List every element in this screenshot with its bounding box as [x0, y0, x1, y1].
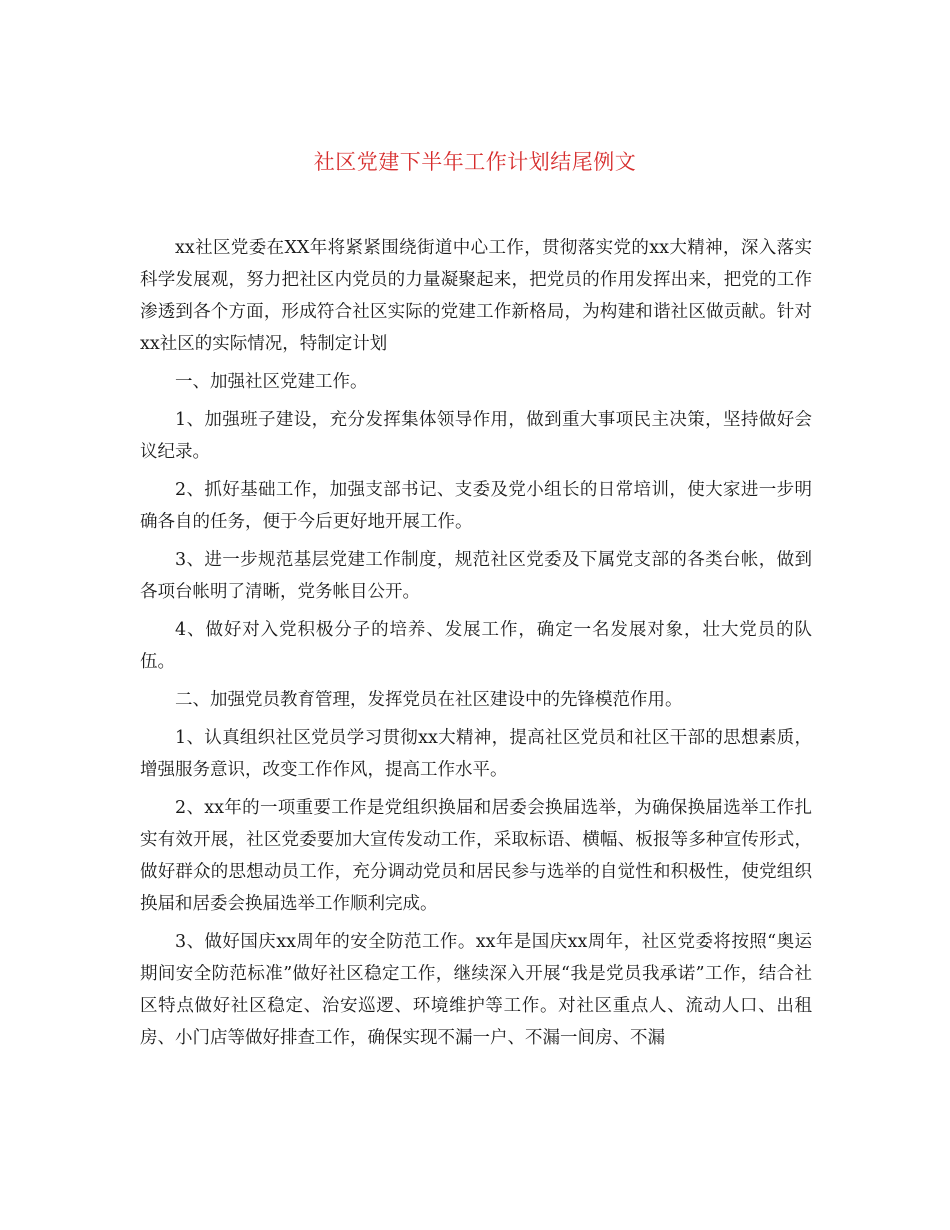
paragraph-2-1: 1、认真组织社区党员学习贯彻xx大精神，提高社区党员和社区干部的思想素质，增强服务意识，改变工作作风，提高工作水平。 — [140, 728, 812, 780]
paragraph-1-2: 2、抓好基础工作，加强支部书记、支委及党小组长的日常培训，使大家进一步明确各自的任务，便于今后更好地开展工作。 — [140, 480, 812, 532]
document-body — [140, 232, 812, 1060]
paragraph-1-4: 4、做好对入党积极分子的培养、发展工作，确定一名发展对象，壮大党员的队伍。 — [140, 620, 812, 672]
section-heading-1: 一、加强社区党建工作。 — [175, 372, 368, 392]
paragraph-intro: xx社区党委在XX年将紧紧围绕街道中心工作，贯彻落实党的xx大精神，深入落实科学发展观，努力把社区内党员的力量凝聚起来，把党员的作用发挥出来，把党的工作渗透到各个方面，形成符合社区实际的党建工作新格局，为构建和谐社区做贡献。针对xx社区的实际情况，特制定计划 — [140, 238, 812, 354]
paragraph-2-3: 3、做好国庆xx周年的安全防范工作。xx年是国庆xx周年，社区党委将按照“奥运期间安全防范标准”做好社区稳定工作，继续深入开展“我是党员我承诺”工作，结合社区特点做好社区稳定、治安巡逻、环境维护等工作。对社区重点人、流动人口、出租房、小门店等做好排查工作，确保实现不漏一户、不漏一间房、不漏 — [140, 932, 812, 1048]
section-heading-2: 二、加强党员教育管理，发挥党员在社区建设中的先锋模范作用。 — [175, 690, 683, 710]
paragraph-2-2: 2、xx年的一项重要工作是党组织换届和居委会换届选举，为确保换届选举工作扎实有效开展，社区党委要加大宣传发动工作，采取标语、横幅、板报等多种宣传形式，做好群众的思想动员工作，充分调动党员和居民参与选举的自觉性和积极性，使党组织换届和居委会换届选举工作顺利完成。 — [140, 798, 812, 914]
paragraph-1-1: 1、加强班子建设，充分发挥集体领导作用，做到重大事项民主决策，坚持做好会议纪录。 — [140, 410, 812, 462]
paragraph-1-3: 3、进一步规范基层党建工作制度，规范社区党委及下属党支部的各类台帐，做到各项台帐明了清晰，党务帐目公开。 — [140, 550, 812, 602]
document-title: 社区党建下半年工作计划结尾例文 — [313, 150, 637, 174]
